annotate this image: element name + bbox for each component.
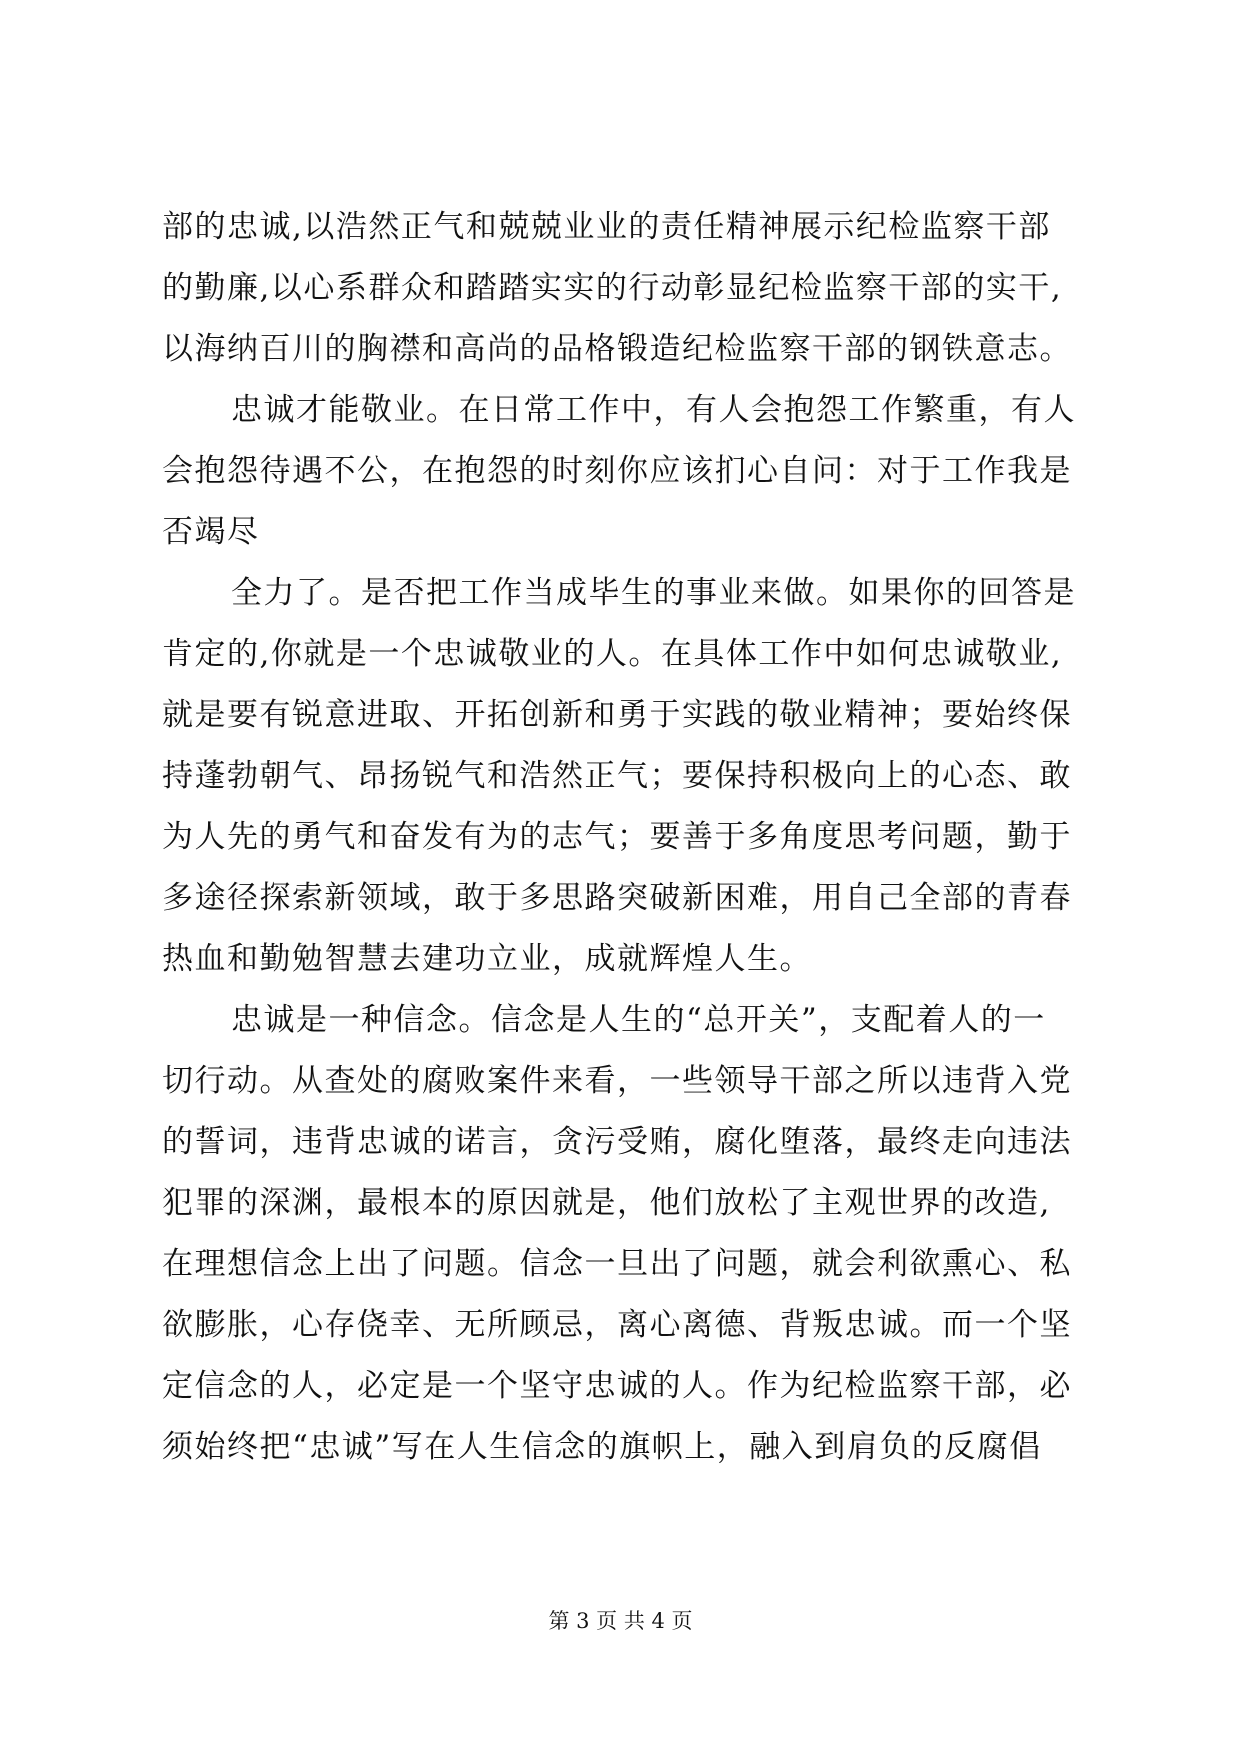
text-line: 否竭尽: [162, 514, 260, 550]
text-line: 持蓬勃朝气、昂扬锐气和浩然正气；要保持积极向上的心态、敢: [162, 758, 1072, 794]
text-line: 热血和勤勉智慧去建功立业，成就辉煌人生。: [162, 941, 812, 977]
text-line: 的誓词，违背忠诚的诺言，贪污受贿，腐化堕落，最终走向违法: [162, 1124, 1072, 1160]
text-line: 切行动。从查处的腐败案件来看，一些领导干部之所以违背入党: [162, 1063, 1072, 1099]
text-line: 须始终把“忠诚”写在人生信念的旗帜上，融入到肩负的反腐倡: [162, 1429, 1042, 1465]
text-line: 忠诚是一种信念。信念是人生的“总开关”，支配着人的一: [231, 1002, 1046, 1038]
page-number-footer: 第 3 页 共 4 页: [548, 1609, 693, 1633]
text-line: 全力了。是否把工作当成毕生的事业来做。如果你的回答是: [231, 575, 1076, 611]
text-line: 肯定的,你就是一个忠诚敬业的人。在具体工作中如何忠诚敬业,: [162, 636, 1063, 672]
text-line: 就是要有锐意进取、开拓创新和勇于实践的敬业精神；要始终保: [162, 697, 1072, 733]
text-line: 多途径探索新领域，敢于多思路突破新困难，用自己全部的青春: [162, 880, 1072, 916]
text-line: 为人先的勇气和奋发有为的志气；要善于多角度思考问题，勤于: [162, 819, 1072, 855]
text-line: 在理想信念上出了问题。信念一旦出了问题，就会利欲熏心、私: [162, 1246, 1072, 1282]
text-line: 犯罪的深渊，最根本的原因就是，他们放松了主观世界的改造,: [162, 1185, 1051, 1221]
text-line: 定信念的人，必定是一个坚守忠诚的人。作为纪检监察干部，必: [162, 1368, 1072, 1404]
text-line: 部的忠诚,以浩然正气和兢兢业业的责任精神展示纪检监察干部: [162, 209, 1051, 245]
text-line: 的勤廉,以心系群众和踏踏实实的行动彰显纪检监察干部的实干,: [162, 270, 1063, 306]
text-line: 会抱怨待遇不公，在抱怨的时刻你应该扪心自问：对于工作我是: [162, 453, 1072, 489]
text-line: 欲膨胀，心存侥幸、无所顾忌，离心离德、背叛忠诚。而一个坚: [162, 1307, 1072, 1343]
text-line: 忠诚才能敬业。在日常工作中，有人会抱怨工作繁重，有人: [231, 392, 1076, 428]
text-line: 以海纳百川的胸襟和高尚的品格锻造纪检监察干部的钢铁意志。: [162, 331, 1072, 367]
